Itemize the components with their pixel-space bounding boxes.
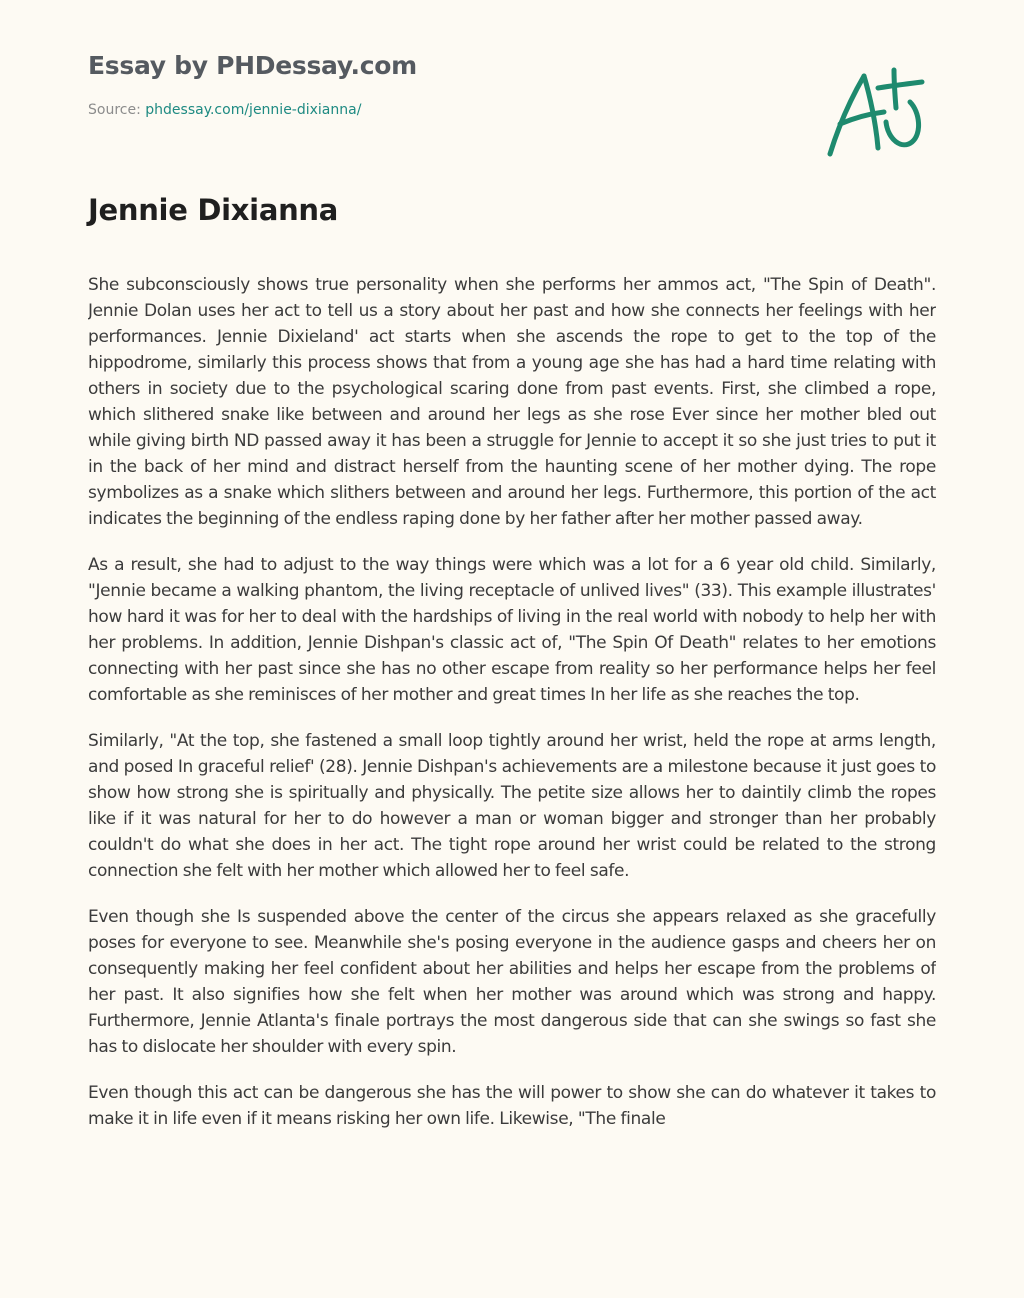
a-plus-logo-icon: [824, 66, 928, 160]
essay-paragraph: She subconsciously shows true personality when she performs her ammos act, "The Spin of Death". Jennie Dolan uses her act to tell us a story about her past and how she connects her feelings with her performances. Jennie Dixieland' act starts when she ascends the rope to get to the top of the hippodrome, similarly this process shows that from a young age she has had a hard time relating with others in society due to the psychological scaring done from past events. First, she climbed a rope, which slithered snake like between and around her legs as she rose Ever since her mother bled out while giving birth ND passed away it has been a struggle for Jennie to accept it so she just tries to put it in the back of her mind and distract herself from the haunting scene of her mother dying. The rope symbolizes as a snake which slithers between and around her legs. Furthermore, this portion of the act indicates the beginning of the endless raping done by her father after her mother passed away.: [88, 275, 936, 529]
source-line: [88, 100, 417, 120]
source-link[interactable]: phdessay.com/jennie-dixianna/: [145, 102, 362, 118]
site-title: Essay by PHDessay.com: [88, 51, 417, 80]
source-label: Source:: [88, 102, 146, 118]
essay-paragraph: Even though she Is suspended above the center of the circus she appears relaxed as she gracefully poses for everyone to see. Meanwhile she's posing everyone in the audience gasps and cheers her on consequently making her feel confident about her abilities and helps her escape from the problems of her past. It also signifies how she felt when her mother was around which was strong and happy. Furthermore, Jennie Atlanta's finale portrays the most dangerous side that can she swings so fast she has to dislocate her shoulder with every spin.: [88, 907, 936, 1057]
essay-body: [88, 272, 936, 1252]
essay-paragraph: Similarly, "At the top, she fastened a small loop tightly around her wrist, held the rope at arms length, and posed In graceful relief' (28). Jennie Dishpan's achievements are a milestone because it just goes to show how strong she is spiritually and physically. The petite size allows her to daintily climb the ropes like if it was natural for her to do however a man or woman bigger and stronger than her probably couldn't do what she does in her act. The tight rope around her wrist could be related to the strong connection she felt with her mother which allowed her to feel safe.: [88, 731, 936, 881]
essay-paragraph: As a result, she had to adjust to the way things were which was a lot for a 6 year old child. Similarly, "Jennie became a walking phantom, the living receptacle of unlived lives" (33). This example illustrates' how hard it was for her to deal with the hardships of living in the real world with nobody to help her with her problems. In addition, Jennie Dishpan's classic act of, "The Spin Of Death" relates to her emotions connecting with her past since she has no other escape from reality so her performance helps her feel comfortable as she reminisces of her mother and great times In her life as she reaches the top.: [88, 555, 936, 705]
essay-paragraph: Even though this act can be dangerous she has the will power to show she can do whatever it takes to make it in life even if it means risking her own life. Likewise, "The finale: [88, 1083, 936, 1129]
header: [88, 50, 417, 120]
document-title: Jennie Dixianna: [88, 193, 339, 227]
